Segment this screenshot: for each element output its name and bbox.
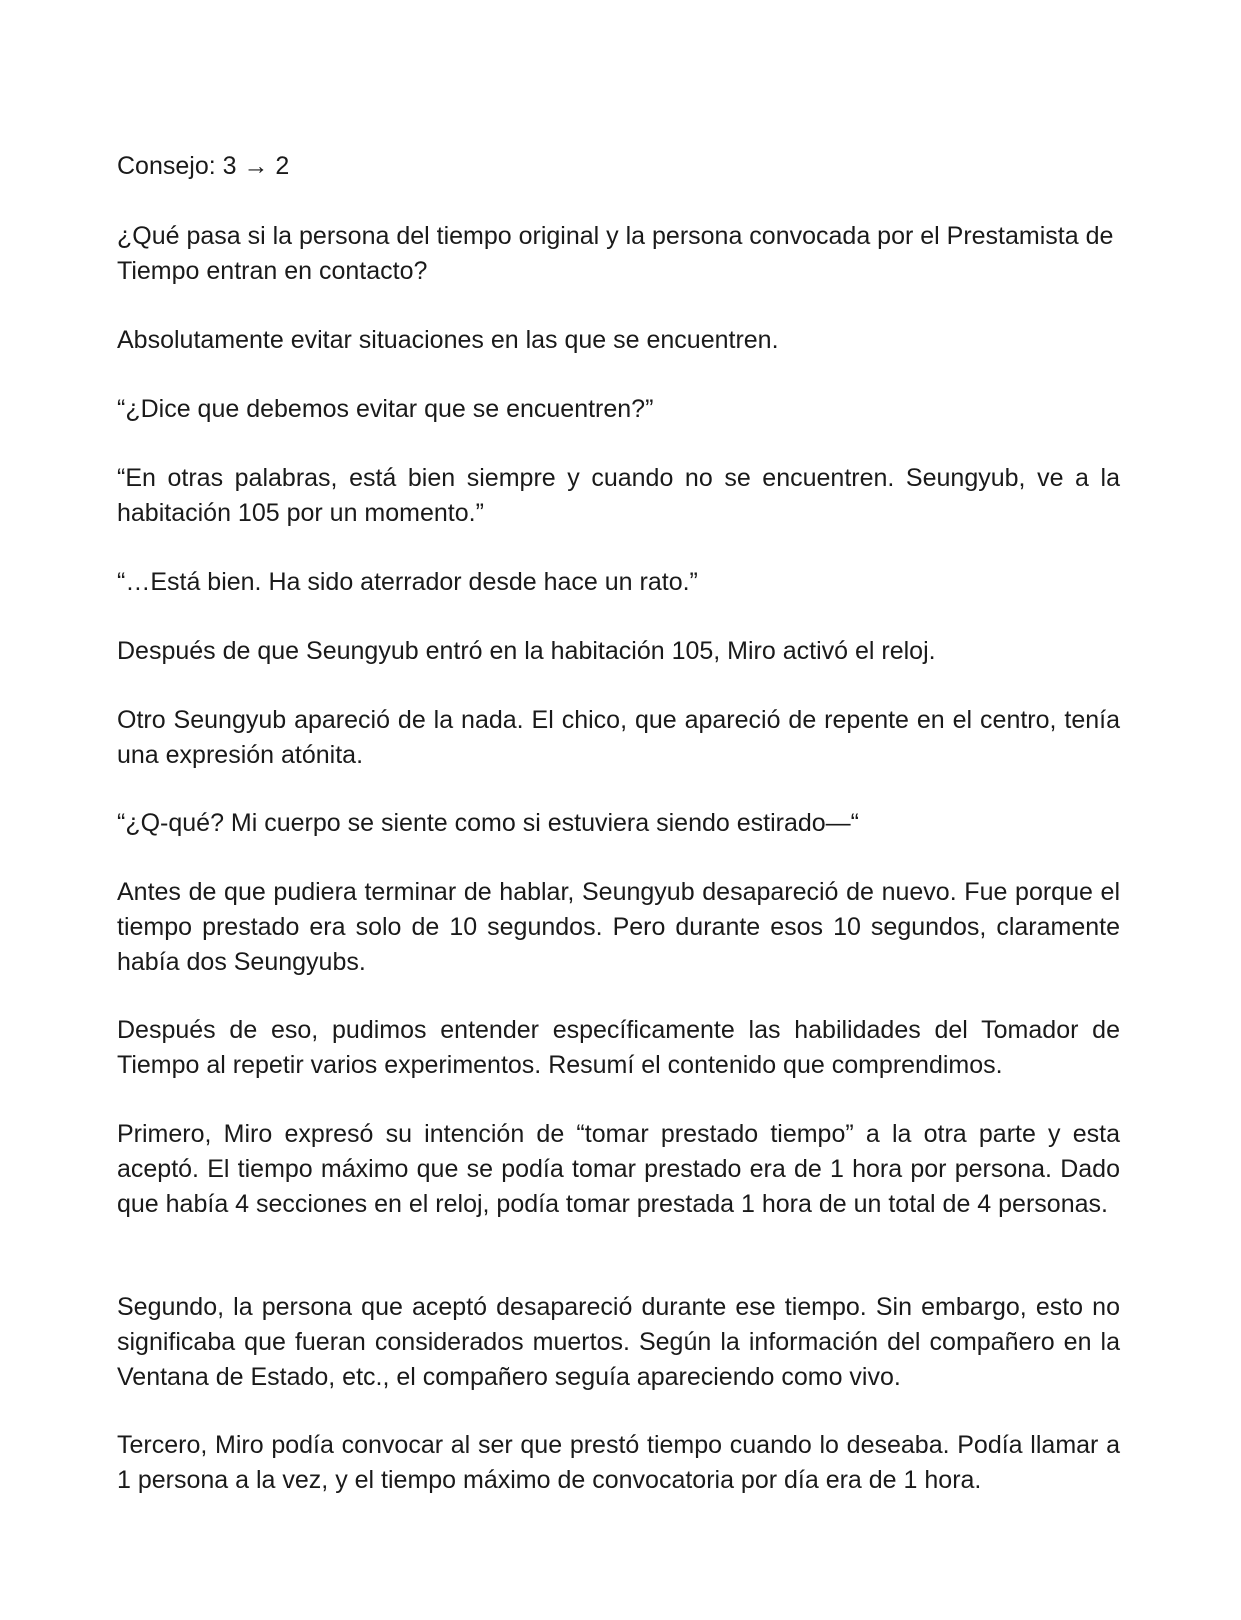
paragraph-7: Otro Seungyub apareció de la nada. El chico, que apareció de repente en el centro, tenía una expresión atónita. (117, 706, 1120, 769)
paragraph-3: “¿Dice que debemos evitar que se encuentren?” (117, 395, 654, 423)
paragraph-6: Después de que Seungyub entró en la habitación 105, Miro activó el reloj. (117, 637, 936, 665)
paragraph-13: Tercero, Miro podía convocar al ser que prestó tiempo cuando lo deseaba. Podía llamar a 1 persona a la vez, y el tiempo máximo de convocatoria por día era de 1 hora. (117, 1431, 1120, 1494)
paragraph-9: Antes de que pudiera terminar de hablar, Seungyub desapareció de nuevo. Fue porque el tiempo prestado era solo de 10 segundos. Pero durante esos 10 segundos, claramente había dos Seungyubs. (117, 878, 1120, 976)
document-heading: Consejo: 3 → 2 (117, 152, 290, 180)
paragraph-4: “En otras palabras, está bien siempre y cuando no se encuentren. Seungyub, ve a la habitación 105 por un momento.” (117, 464, 1120, 527)
paragraph-12: Segundo, la persona que aceptó desapareció durante ese tiempo. Sin embargo, esto no significaba que fueran considerados muertos. Según la información del compañero en la Ventana de Estado, etc., el compañero seguía apareciendo como vivo. (117, 1293, 1120, 1391)
paragraph-10: Después de eso, pudimos entender específicamente las habilidades del Tomador de Tiempo al repetir varios experimentos. Resumí el contenido que comprendimos. (117, 1016, 1120, 1079)
paragraph-2: Absolutamente evitar situaciones en las que se encuentren. (117, 326, 779, 354)
paragraph-5: “…Está bien. Ha sido aterrador desde hace un rato.” (117, 568, 698, 596)
paragraph-1: ¿Qué pasa si la persona del tiempo original y la persona convocada por el Prestamista de Tiempo entran en contacto? (117, 222, 1114, 285)
paragraph-8: “¿Q-qué? Mi cuerpo se siente como si estuviera siendo estirado—“ (117, 809, 859, 837)
paragraph-11: Primero, Miro expresó su intención de “tomar prestado tiempo” a la otra parte y esta aceptó. El tiempo máximo que se podía tomar prestado era de 1 hora por persona. Dado que había 4 secciones en el reloj, podía tomar prestada 1 hora de un total de 4 personas. (117, 1120, 1120, 1218)
